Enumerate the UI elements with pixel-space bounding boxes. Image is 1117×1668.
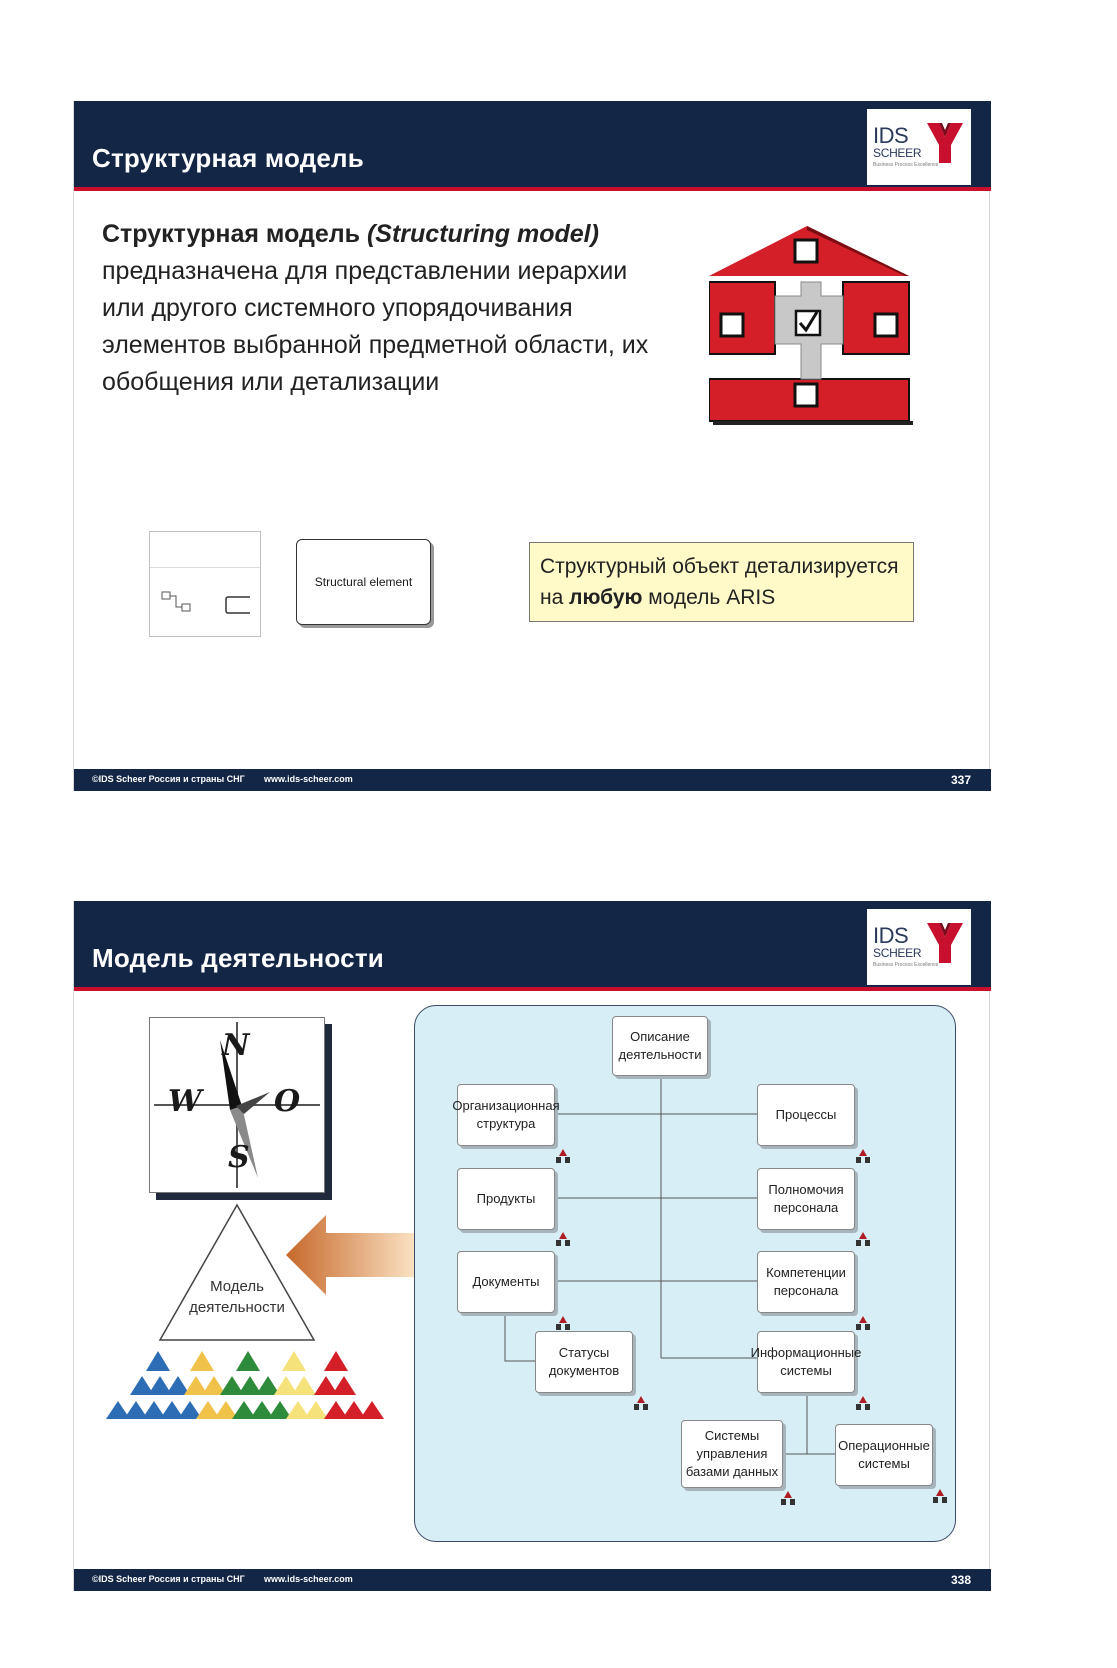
structure-assignment-icon xyxy=(780,1490,796,1506)
slide-title: Структурная модель xyxy=(92,143,364,173)
ids-scheer-logo: IDS SCHEER Business Process Excellence xyxy=(867,109,971,185)
page-number: 338 xyxy=(950,1573,971,1587)
structure-assignment-icon xyxy=(855,1315,871,1331)
structure-assignment-icon xyxy=(855,1231,871,1247)
compass-image xyxy=(149,1017,325,1193)
node-operating-systems: Операционные системы xyxy=(835,1424,933,1486)
node-personnel-competence: Компетенции персонала xyxy=(757,1251,855,1313)
slide-title: Модель деятельности xyxy=(92,943,384,973)
slide-footer: ©IDS Scheer Россия и страны СНГ www.ids-scheer.com 338 xyxy=(74,1569,991,1591)
header-accent-bar xyxy=(74,987,991,991)
node-document-statuses: Статусы документов xyxy=(535,1331,633,1393)
node-processes: Процессы xyxy=(757,1084,855,1146)
hierarchy-icon xyxy=(160,590,250,620)
structural-element-symbol xyxy=(149,531,261,637)
structure-assignment-icon xyxy=(633,1395,649,1411)
compass-south: S xyxy=(228,1140,250,1175)
slide-activity-model xyxy=(73,901,990,1591)
node-activity-description: Описание деятельности xyxy=(612,1016,708,1076)
node-documents: Документы xyxy=(457,1251,555,1313)
compass-east: O xyxy=(274,1084,301,1119)
structure-model-icon xyxy=(709,226,919,431)
slide-header xyxy=(74,901,991,987)
node-products: Продукты xyxy=(457,1168,555,1230)
node-information-systems: Информационные системы xyxy=(757,1331,855,1393)
structure-assignment-icon xyxy=(932,1488,948,1504)
compass-north: N xyxy=(222,1028,250,1063)
logo-mark-icon xyxy=(927,923,963,963)
colored-triangles xyxy=(106,1351,384,1419)
node-dbms: Системы управления базами данных xyxy=(681,1420,783,1488)
structure-assignment-icon xyxy=(855,1148,871,1164)
slide-header xyxy=(74,101,991,187)
slide-structuring-model xyxy=(73,101,990,791)
compass-west: W xyxy=(168,1084,202,1119)
activity-description-panel xyxy=(414,1005,956,1542)
structure-assignment-icon xyxy=(555,1315,571,1331)
structure-assignment-icon xyxy=(555,1148,571,1164)
structure-assignment-icon xyxy=(855,1395,871,1411)
detail-note: Структурный объект детализируется на любую модель ARIS xyxy=(529,542,914,622)
header-accent-bar xyxy=(74,187,991,191)
logo-mark-icon xyxy=(927,123,963,163)
node-org-structure: Организационная структура xyxy=(457,1084,555,1146)
structural-element-box: Structural element xyxy=(296,539,431,625)
structure-assignment-icon xyxy=(555,1231,571,1247)
left-arrow-icon xyxy=(286,1215,416,1295)
pyramid-label: Модель деятельности xyxy=(189,1278,285,1316)
definition-paragraph: Структурная модель (Structuring model) предназначена для представлении иерархии или другого системного упорядочивания элементов выбранной предметной области, их обобщения или детализации xyxy=(102,220,649,396)
page-number: 337 xyxy=(950,773,971,787)
slide-footer: ©IDS Scheer Россия и страны СНГ www.ids-scheer.com 337 xyxy=(74,769,991,791)
ids-scheer-logo: IDS SCHEER Business Process Excellence xyxy=(867,909,971,985)
node-personnel-authority: Полномочия персонала xyxy=(757,1168,855,1230)
